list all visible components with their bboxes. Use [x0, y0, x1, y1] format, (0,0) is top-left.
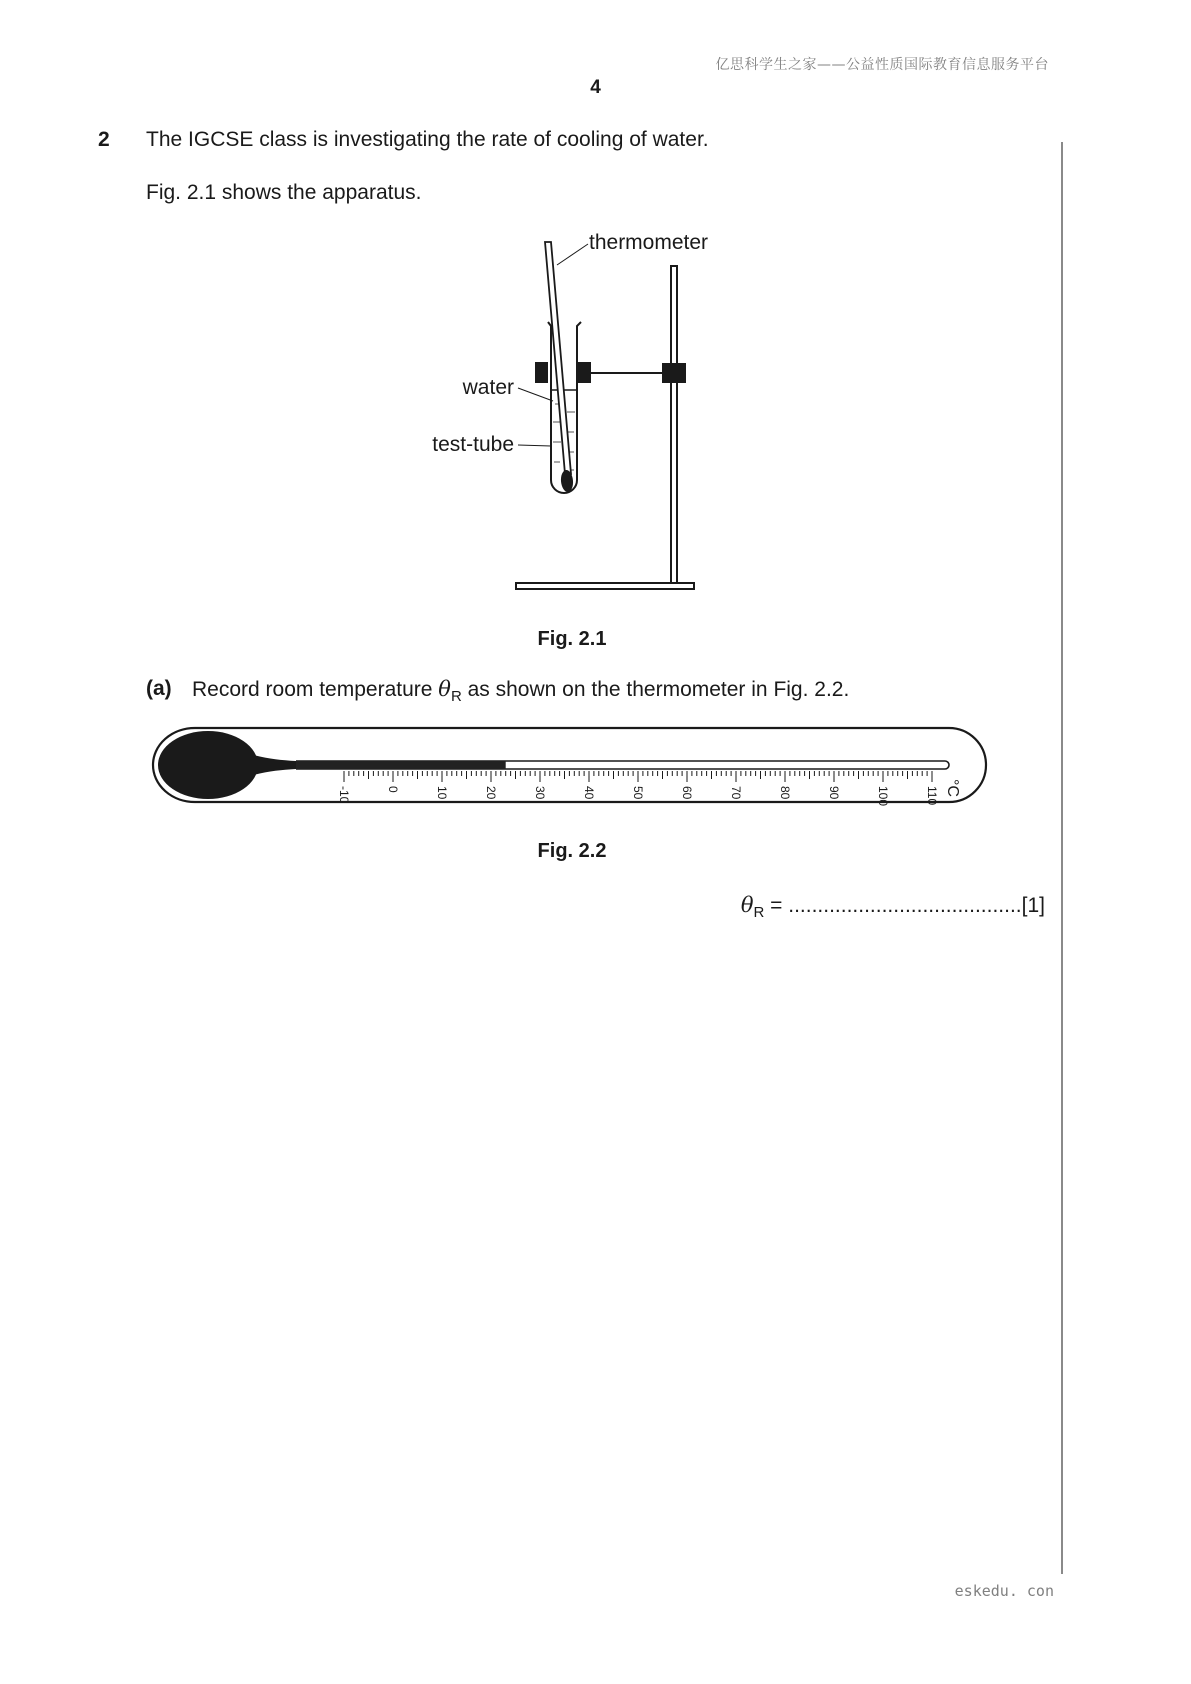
part-a-text-before: Record room temperature [192, 678, 439, 701]
clamp-jaw-left [535, 362, 548, 383]
mercury-column [296, 761, 506, 769]
label-water: water [462, 376, 514, 399]
question-number: 2 [98, 128, 110, 151]
scale-label: 70 [729, 786, 743, 800]
question-text: The IGCSE class is investigating the rate of cooling of water. [146, 128, 709, 151]
clamp-jaw-right [578, 362, 591, 383]
bulb-neck [250, 754, 296, 776]
answer-equals: = [764, 894, 789, 917]
scale-label: 30 [533, 786, 547, 800]
thermometer-bulb [560, 470, 574, 493]
thermometer-bulb-large [158, 731, 258, 799]
answer-line [740, 893, 1045, 921]
scale-label: 90 [827, 786, 841, 800]
theta-subscript: R [450, 688, 462, 705]
fig-2-2-caption: Fig. 2.2 [537, 840, 607, 862]
scale-label: 0 [386, 786, 400, 793]
figure-intro-text: Fig. 2.1 shows the apparatus. [146, 181, 422, 204]
scale-label: 10 [435, 786, 449, 800]
part-a-label: (a) [146, 677, 172, 700]
footer-watermark: eskedu. con [954, 1582, 1054, 1600]
answer-blank[interactable]: ........................................ [788, 894, 1022, 917]
apparatus-diagram [0, 0, 1191, 660]
diagram-thermometer [545, 242, 571, 474]
thermometer-leader [557, 244, 588, 265]
scale-unit: °C [944, 779, 961, 797]
theta-symbol: θ [438, 677, 451, 701]
platform-watermark-header: 亿思科学生之家——公益性质国际教育信息服务平台 [715, 57, 1049, 73]
label-thermometer: thermometer [589, 231, 709, 254]
scale-label: 60 [680, 786, 694, 800]
answer-theta-subscript: R [753, 904, 765, 921]
part-a-question [192, 677, 850, 705]
stand-rod [671, 266, 677, 583]
boss-head [662, 363, 686, 383]
label-test-tube: test-tube [432, 433, 514, 456]
answer-marks: [1] [1021, 894, 1045, 917]
test-tube-leader [518, 445, 551, 446]
page-number: 4 [590, 77, 601, 98]
scale-label: -10 [337, 786, 351, 804]
part-a-text-after: as shown on the thermometer in Fig. 2.2. [461, 678, 850, 701]
scale-label: 40 [582, 786, 596, 800]
scale-label: 110 [925, 786, 939, 806]
water-leader [518, 388, 553, 401]
scale-label: 100 [876, 786, 890, 807]
scale-ticks [344, 771, 932, 782]
fig-2-1-caption: Fig. 2.1 [537, 628, 607, 650]
scale-label: 20 [484, 786, 498, 800]
scale-thermometer [0, 715, 1191, 870]
scale-label: 50 [631, 786, 645, 800]
answer-theta-symbol: θ [740, 893, 754, 917]
scale-label: 80 [778, 786, 792, 800]
scale-labels [337, 786, 939, 806]
stand-base [516, 583, 694, 589]
